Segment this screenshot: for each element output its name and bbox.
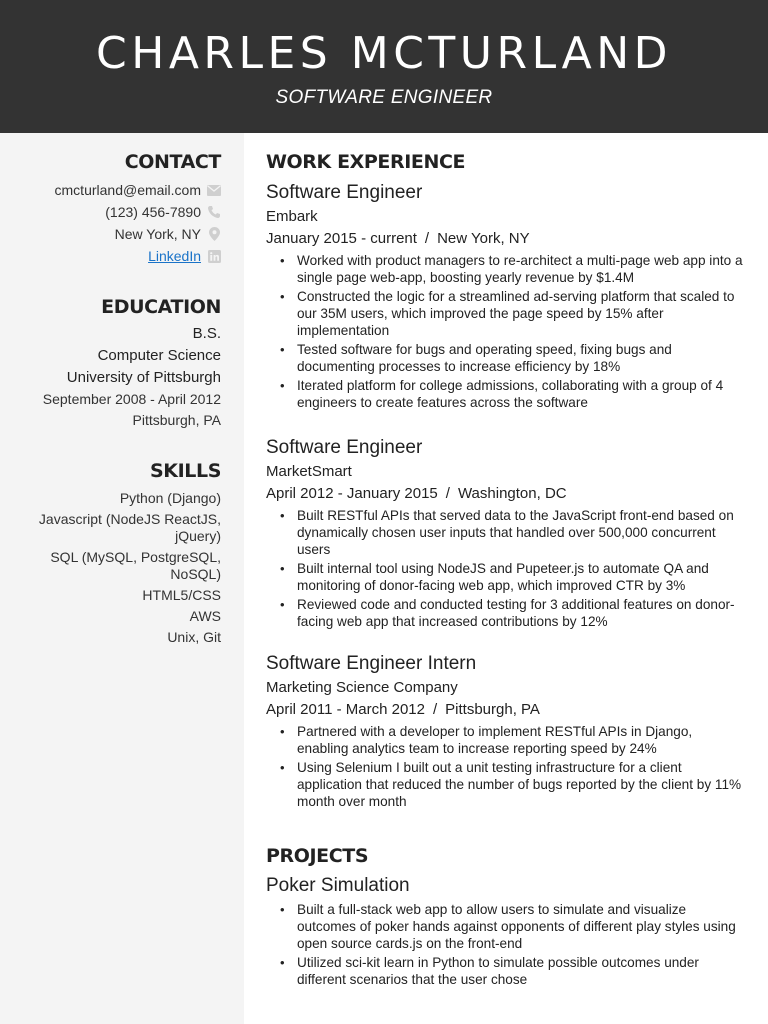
skills-heading: SKILLS — [150, 460, 221, 482]
contact-location: New York, NY — [114, 226, 201, 242]
bullet-item: • Reviewed code and conducted testing for 3 additional features on donor-facing web app that increased contributions by 12% — [266, 596, 746, 630]
job-dates: January 2015 - current — [266, 230, 417, 247]
envelope-icon — [207, 183, 221, 197]
sidebar — [0, 133, 244, 1024]
job-title: Software Engineer — [266, 182, 423, 203]
job-entry — [266, 651, 746, 812]
contact-heading: CONTACT — [124, 151, 221, 173]
linkedin-link[interactable]: LinkedIn — [148, 248, 201, 264]
resume-header — [0, 0, 768, 133]
main-content — [244, 133, 768, 1024]
bullet-item: • Utilized sci-kit learn in Python to simulate possible outcomes under different scenarios that the user chose — [266, 954, 746, 988]
job-meta: January 2015 - current / New York, NY — [266, 230, 530, 247]
education-section — [43, 296, 221, 431]
job-meta: April 2011 - March 2012 / Pittsburgh, PA — [266, 701, 540, 718]
education-heading: EDUCATION — [101, 296, 221, 318]
skill-item: AWS — [189, 608, 221, 624]
project-title: Poker Simulation — [266, 875, 410, 896]
contact-phone: (123) 456-7890 — [105, 204, 201, 220]
job-company: Marketing Science Company — [266, 679, 458, 696]
job-bullets — [266, 507, 746, 630]
skill-item: Unix, Git — [167, 629, 221, 645]
education-dates: September 2008 - April 2012 — [42, 391, 221, 407]
bullet-item: • Constructed the logic for a streamlined ad-serving platform that scaled to our 35M users, which improved the page speed by 15% after implementation — [266, 288, 746, 339]
linkedin-icon[interactable] — [207, 249, 221, 263]
contact-section — [55, 151, 221, 267]
bullet-item: • Worked with product managers to re-architect a multi-page web app into a single page web-app, boosting yearly revenue by $1.4M — [266, 252, 746, 286]
job-location: Pittsburgh, PA — [445, 701, 540, 718]
project-bullets — [266, 901, 746, 988]
skill-item: Javascript (NodeJS ReactJS, jQuery) — [38, 511, 221, 544]
education-major: Computer Science — [97, 347, 221, 364]
candidate-title: SOFTWARE ENGINEER — [275, 87, 493, 108]
skill-item: HTML5/CSS — [142, 587, 221, 603]
work-experience-heading: WORK EXPERIENCE — [266, 151, 466, 173]
job-bullets — [266, 252, 746, 411]
job-meta: April 2012 - January 2015 / Washington, DC — [266, 485, 567, 502]
contact-phone-row — [55, 201, 221, 223]
skills-section — [21, 460, 221, 650]
projects-heading: PROJECTS — [266, 845, 369, 867]
education-degree: B.S. — [192, 325, 221, 342]
job-company: Embark — [266, 208, 318, 225]
map-pin-icon — [207, 227, 221, 241]
education-school: University of Pittsburgh — [66, 369, 221, 386]
bullet-item: • Tested software for bugs and operating speed, fixing bugs and documenting processes to increase efficiency by 18% — [266, 341, 746, 375]
education-location: Pittsburgh, PA — [132, 412, 221, 428]
job-company: MarketSmart — [266, 463, 352, 480]
job-dates: April 2012 - January 2015 — [266, 485, 438, 502]
job-title: Software Engineer Intern — [266, 653, 477, 674]
bullet-item: • Using Selenium I built out a unit testing infrastructure for a client application that reduced the number of bugs reported by the client by 11% month over month — [266, 759, 746, 810]
job-entry — [266, 180, 746, 413]
contact-email-row — [55, 179, 221, 201]
job-location: New York, NY — [437, 230, 530, 247]
skill-item: SQL (MySQL, PostgreSQL, NoSQL) — [50, 549, 221, 582]
bullet-item: • Built RESTful APIs that served data to the JavaScript front-end based on dynamically chosen user inputs that handled over 500,000 concurrent users — [266, 507, 746, 558]
job-entry — [266, 435, 746, 632]
job-title: Software Engineer — [266, 437, 423, 458]
skill-item: Python (Django) — [119, 490, 221, 506]
contact-location-row — [55, 223, 221, 245]
contact-linkedin-row — [55, 245, 221, 267]
bullet-item: • Partnered with a developer to implement RESTful APIs in Django, enabling analytics team to increase reporting speed by 24% — [266, 723, 746, 757]
contact-email: cmcturland@email.com — [54, 182, 201, 198]
bullet-item: • Iterated platform for college admissions, collaborating with a group of 4 engineers to create features across the software — [266, 377, 746, 411]
bullet-item: • Built a full-stack web app to allow users to simulate and visualize outcomes of poker hands against opponents of different play styles using open source cards.js on the front-end — [266, 901, 746, 952]
job-location: Washington, DC — [457, 485, 567, 502]
phone-icon — [207, 205, 221, 219]
candidate-name: CHARLES MCTURLAND — [96, 28, 672, 79]
project-entry — [266, 873, 746, 990]
job-dates: April 2011 - March 2012 — [266, 701, 425, 718]
job-bullets — [266, 723, 746, 810]
bullet-item: • Built internal tool using NodeJS and Pupeteer.js to automate QA and monitoring of donor-facing web app, which improved CTR by 3% — [266, 560, 746, 594]
